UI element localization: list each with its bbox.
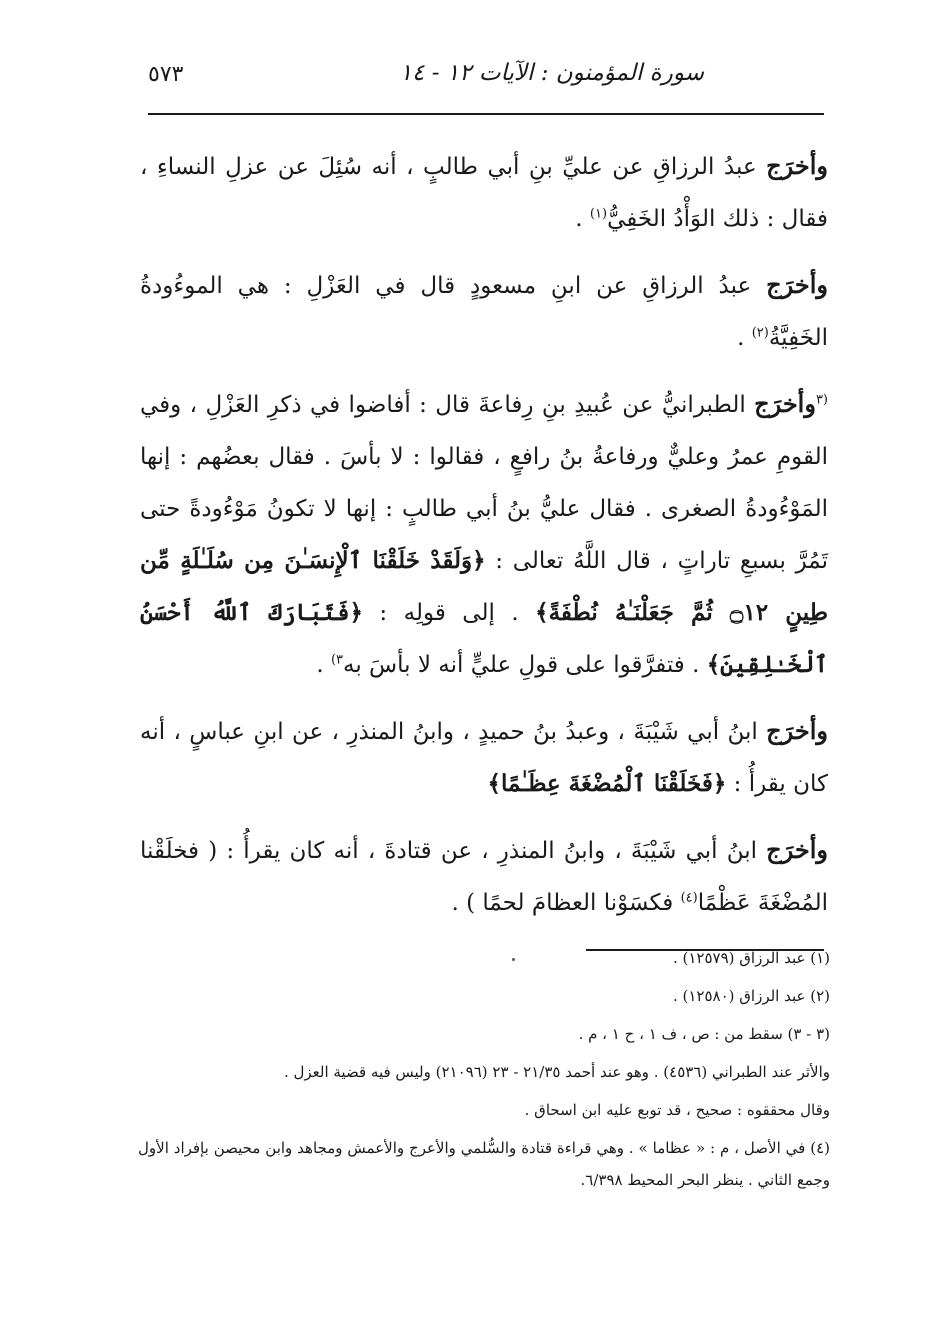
paragraph-lead: وأخرَج: [766, 151, 828, 180]
footnote-marker: ٣): [330, 652, 343, 668]
footnote-3: (٣ - ٣) سقط من : ص ، ف ١ ، ح ١ ، م .: [578, 1025, 830, 1043]
paragraph-tail: .: [575, 206, 590, 232]
footnote-3-detail: والأثر عند الطبراني (٤٥٣٦) . وهو عند أحمد ٢١/٣٥ - ٢٣ (٢١٠٩٦) وليس فيه قضية العزل .: [283, 1063, 830, 1081]
paragraph-text: الطبرانيُّ عن عُبيدِ بنِ رِفاعةَ قال : أفاضوا في ذكرِ العَزْلِ ، وفي القومِ عمرُ وعليٌّ ورفاعةُ بنُ رافعٍ ، فقالوا : لا بأسَ . فقال بعضُهم : إنها المَوْءُودةُ الصغرى . فقال عليُّ بنُ أبي طالبٍ : إنها لا تكونُ مَوْءُودةً حتى تَمُرَّ بسبعِ تاراتٍ ، قال اللَّهُ تعالى :: [140, 392, 828, 574]
paragraph-2: [140, 259, 828, 364]
page-header: [148, 56, 824, 108]
paragraph-tail: .: [316, 652, 331, 678]
footnote-marker: (٢): [751, 325, 769, 341]
paragraph-text: . فتفرَّقوا على قولِ عليٍّ أنه لا بأسَ به: [343, 652, 707, 678]
quran-verse: ﴿فَخَلَقْنَا ٱلْمُضْغَةَ عِظَـٰمًا﴾: [487, 770, 727, 797]
paragraph-tail: .: [737, 325, 752, 351]
scan-speck: [512, 958, 515, 961]
paragraph-text: عبدُ الرزاقِ عن عليِّ بنِ أبي طالبٍ ، أنه سُئِلَ عن عزلِ النساءِ ، فقال : ذلك الوَأْدُ الخَفِيُّ: [140, 154, 828, 232]
footnote-marker: (١): [589, 206, 608, 222]
page-number: ٥٧٣: [148, 62, 184, 87]
paragraph-text: ابنُ أبي شَيْبَةَ ، وابنُ المنذرِ ، عن قتادةَ ، أنه كان يقرأُ : ( فخلَقْنا المُضْغَةَ عَظْمًا: [140, 838, 828, 916]
quran-verse: ﴿وَلَقَدْ خَلَقْنَا ٱلْإِنسَـٰنَ مِن سُلَـٰلَةٍ مِّن طِينٍ ۝١٢ ثُمَّ جَعَلْنَـٰهُ نُطْفَةً﴾: [140, 547, 828, 626]
paragraph-1: [140, 140, 828, 245]
footnote-1: (١) عبد الرزاق (١٢٥٧٩) .: [672, 949, 830, 967]
footnotes: [138, 942, 830, 1196]
paragraph-tail: فكسَوْنا العظامَ لحمًا ) .: [451, 890, 681, 916]
main-text: [140, 140, 828, 943]
footnote-marker: (٣: [815, 392, 828, 408]
running-title: سورة المؤمنون : الآيات ١٢ - ١٤: [399, 60, 704, 86]
header-rule: [148, 113, 824, 115]
paragraph-4: [140, 705, 828, 810]
paragraph-lead: وأخرَج: [754, 389, 816, 418]
footnote-2: (٢) عبد الرزاق (١٢٥٨٠) .: [672, 987, 830, 1005]
footnote-3-verdict: وقال محققوه : صحيح ، قد توبع عليه ابن اسحاق .: [524, 1101, 830, 1119]
footnote-4: (٤) في الأصل ، م : « عظاما » . وهي قراءة قتادة والسُّلمي والأعرج والأعمش ومجاهد وابن محيصن بإفراد الأول وجمع الثاني . ينظر البحر المحيط ٦/٣٩٨.: [138, 1139, 830, 1189]
paragraph-lead: وأخرَج: [766, 835, 828, 864]
quran-verse: ﴿فَتَبَارَكَ ٱللَّهُ أَحْسَنُ ٱلْخَـٰلِقِينَ﴾: [140, 599, 828, 678]
paragraph-text: . إلى قولِه :: [362, 600, 536, 626]
paragraph-text: عبدُ الرزاقِ عن ابنِ مسعودٍ قال في العَزْلِ : هي الموءُودةُ الخَفِيَّةُ: [140, 273, 828, 351]
paragraph-lead: وأخرَج: [766, 270, 828, 299]
footnote-marker: (٤): [680, 890, 698, 906]
paragraph-3: [140, 378, 828, 691]
paragraph-5: [140, 824, 828, 929]
paragraph-lead: وأخرَج: [766, 716, 828, 745]
paragraph-text: ابنُ أبي شَيْبَةَ ، وعبدُ بنُ حميدٍ ، وابنُ المنذرِ ، عن ابنِ عباسٍ ، أنه كان يقرأُ :: [140, 719, 828, 797]
